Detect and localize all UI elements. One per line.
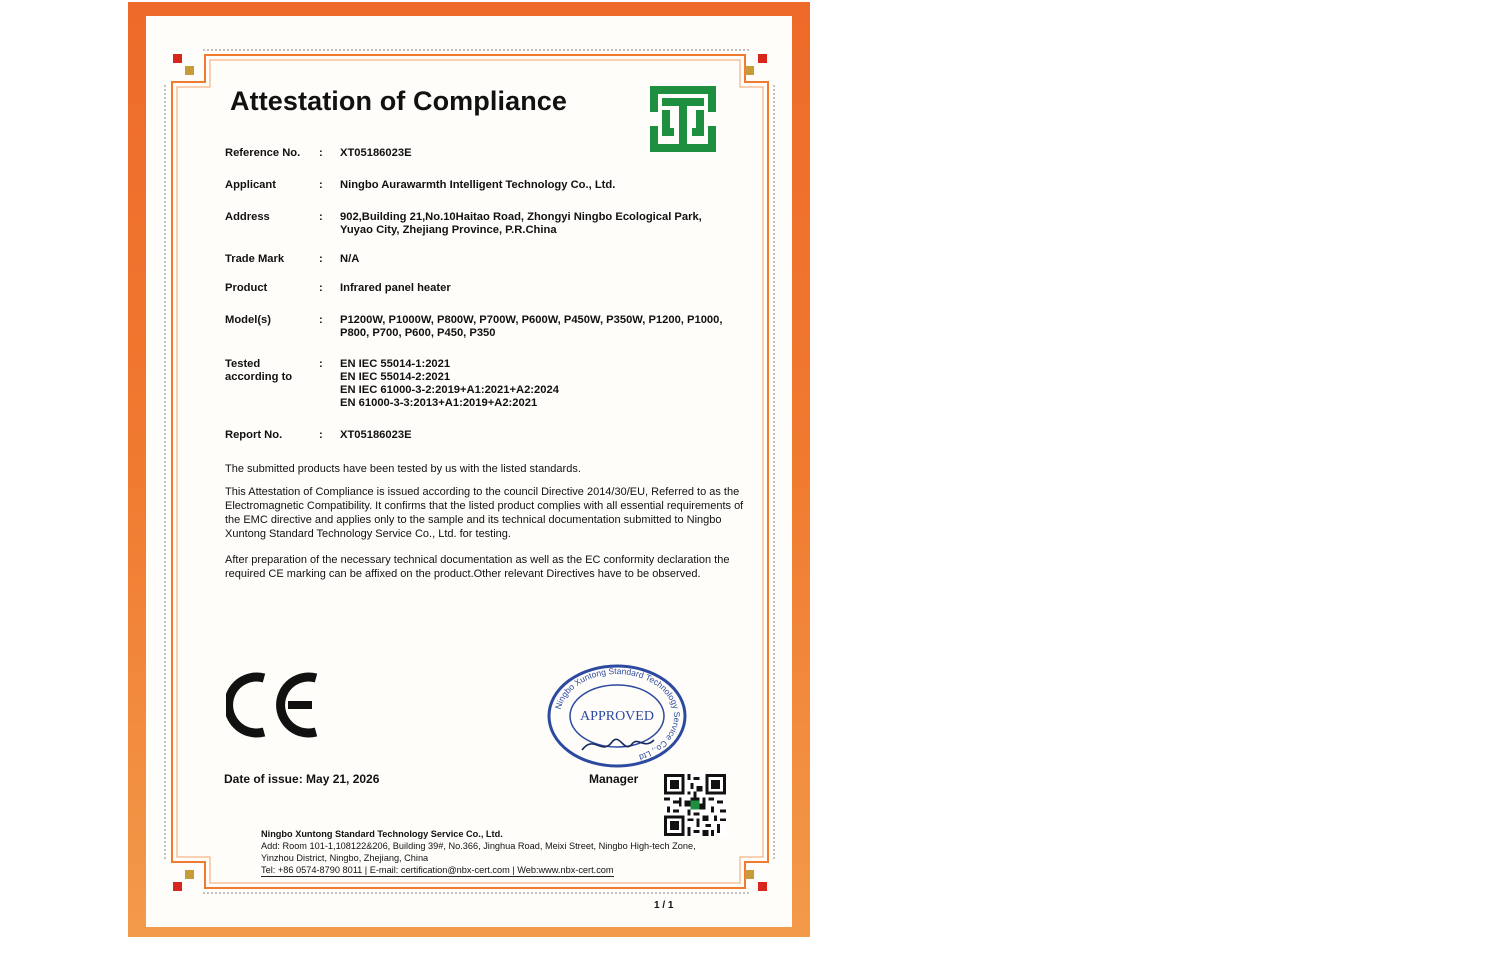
- page-title: Attestation of Compliance: [230, 86, 568, 116]
- field-value: 902,Building 21,No.10Haitao Road, Zhongyi Ningbo Ecological Park, Yuyao City, Zhejiang Province, P.R.China: [340, 211, 702, 236]
- field-label: Report No.: [225, 429, 283, 441]
- field-colon: :: [319, 429, 323, 441]
- field-label: Applicant: [225, 179, 276, 191]
- stamp-approved-text: APPROVED: [580, 709, 654, 724]
- field-value: EN IEC 55014-1:2021 EN IEC 55014-2:2021 EN IEC 61000-3-2:2019+A1:2021+A2:2024 EN 61000-3-3:2013+A1:2019+A2:2021: [340, 358, 559, 409]
- field-label: Product: [225, 282, 268, 294]
- field-label: Address: [225, 211, 270, 223]
- manager-label: Manager: [589, 772, 639, 786]
- issuer-company: Ningbo Xuntong Standard Technology Service Co., Ltd.: [261, 829, 503, 839]
- xt-logo-icon: [648, 84, 718, 154]
- field-colon: :: [319, 282, 323, 294]
- statement-paragraph: This Attestation of Compliance is issued according to the council Directive 2014/30/EU, Referred to as the Electromagnetic Compatibility. It confirms that the listed product complies with all essential requirements of the EMC directive and applies only to the sample and its technical documentation submitted to Ningbo Xuntong Standard Technology Service Co., Ltd. for testing.: [225, 486, 744, 540]
- field-colon: :: [319, 253, 323, 265]
- field-colon: :: [319, 358, 323, 370]
- field-label: Model(s): [225, 314, 271, 326]
- statement-paragraph: After preparation of the necessary technical documentation as well as the EC conformity declaration the required CE marking can be affixed on the product.Other relevant Directives have to be observed.: [225, 554, 730, 580]
- field-colon: :: [319, 211, 323, 223]
- issuer-footer: [261, 828, 731, 877]
- field-value: N/A: [340, 253, 360, 265]
- ce-mark-icon: [226, 670, 322, 740]
- field-label: Reference No.: [225, 147, 301, 159]
- approved-stamp: [546, 664, 688, 768]
- field-colon: :: [319, 314, 323, 326]
- field-colon: :: [319, 179, 323, 191]
- field-value: Infrared panel heater: [340, 282, 451, 294]
- page-number: 1 / 1: [654, 900, 674, 911]
- field-label: Trade Mark: [225, 253, 285, 265]
- field-value: Ningbo Aurawarmth Intelligent Technology Co., Ltd.: [340, 179, 616, 191]
- field-value: XT05186023E: [340, 147, 412, 159]
- stamp-ring-text: Ningbo Xuntong Standard Technology Service Co., Ltd: [552, 665, 683, 763]
- field-value: P1200W, P1000W, P800W, P700W, P600W, P450W, P350W, P1200, P1000, P800, P700, P600, P450, P350: [340, 314, 723, 339]
- issuer-contact: Tel: +86 0574-8790 8011 | E-mail: certification@nbx-cert.com | Web:www.nbx-cert.com: [261, 865, 614, 875]
- qr-code-icon: [664, 774, 726, 836]
- statement-paragraph: The submitted products have been tested by us with the listed standards.: [225, 463, 581, 475]
- field-value: XT05186023E: [340, 429, 412, 441]
- field-colon: :: [319, 147, 323, 159]
- field-label: Tested according to: [225, 358, 293, 383]
- date-of-issue: Date of issue: May 21, 2026: [224, 772, 380, 786]
- issuer-address: Add: Room 101-1,108122&206, Building 39#, No.366, Jinghua Road, Meixi Street, Ningbo High-tech Zone, Yinzhou District, Ningbo, Zhejiang, China: [261, 841, 696, 863]
